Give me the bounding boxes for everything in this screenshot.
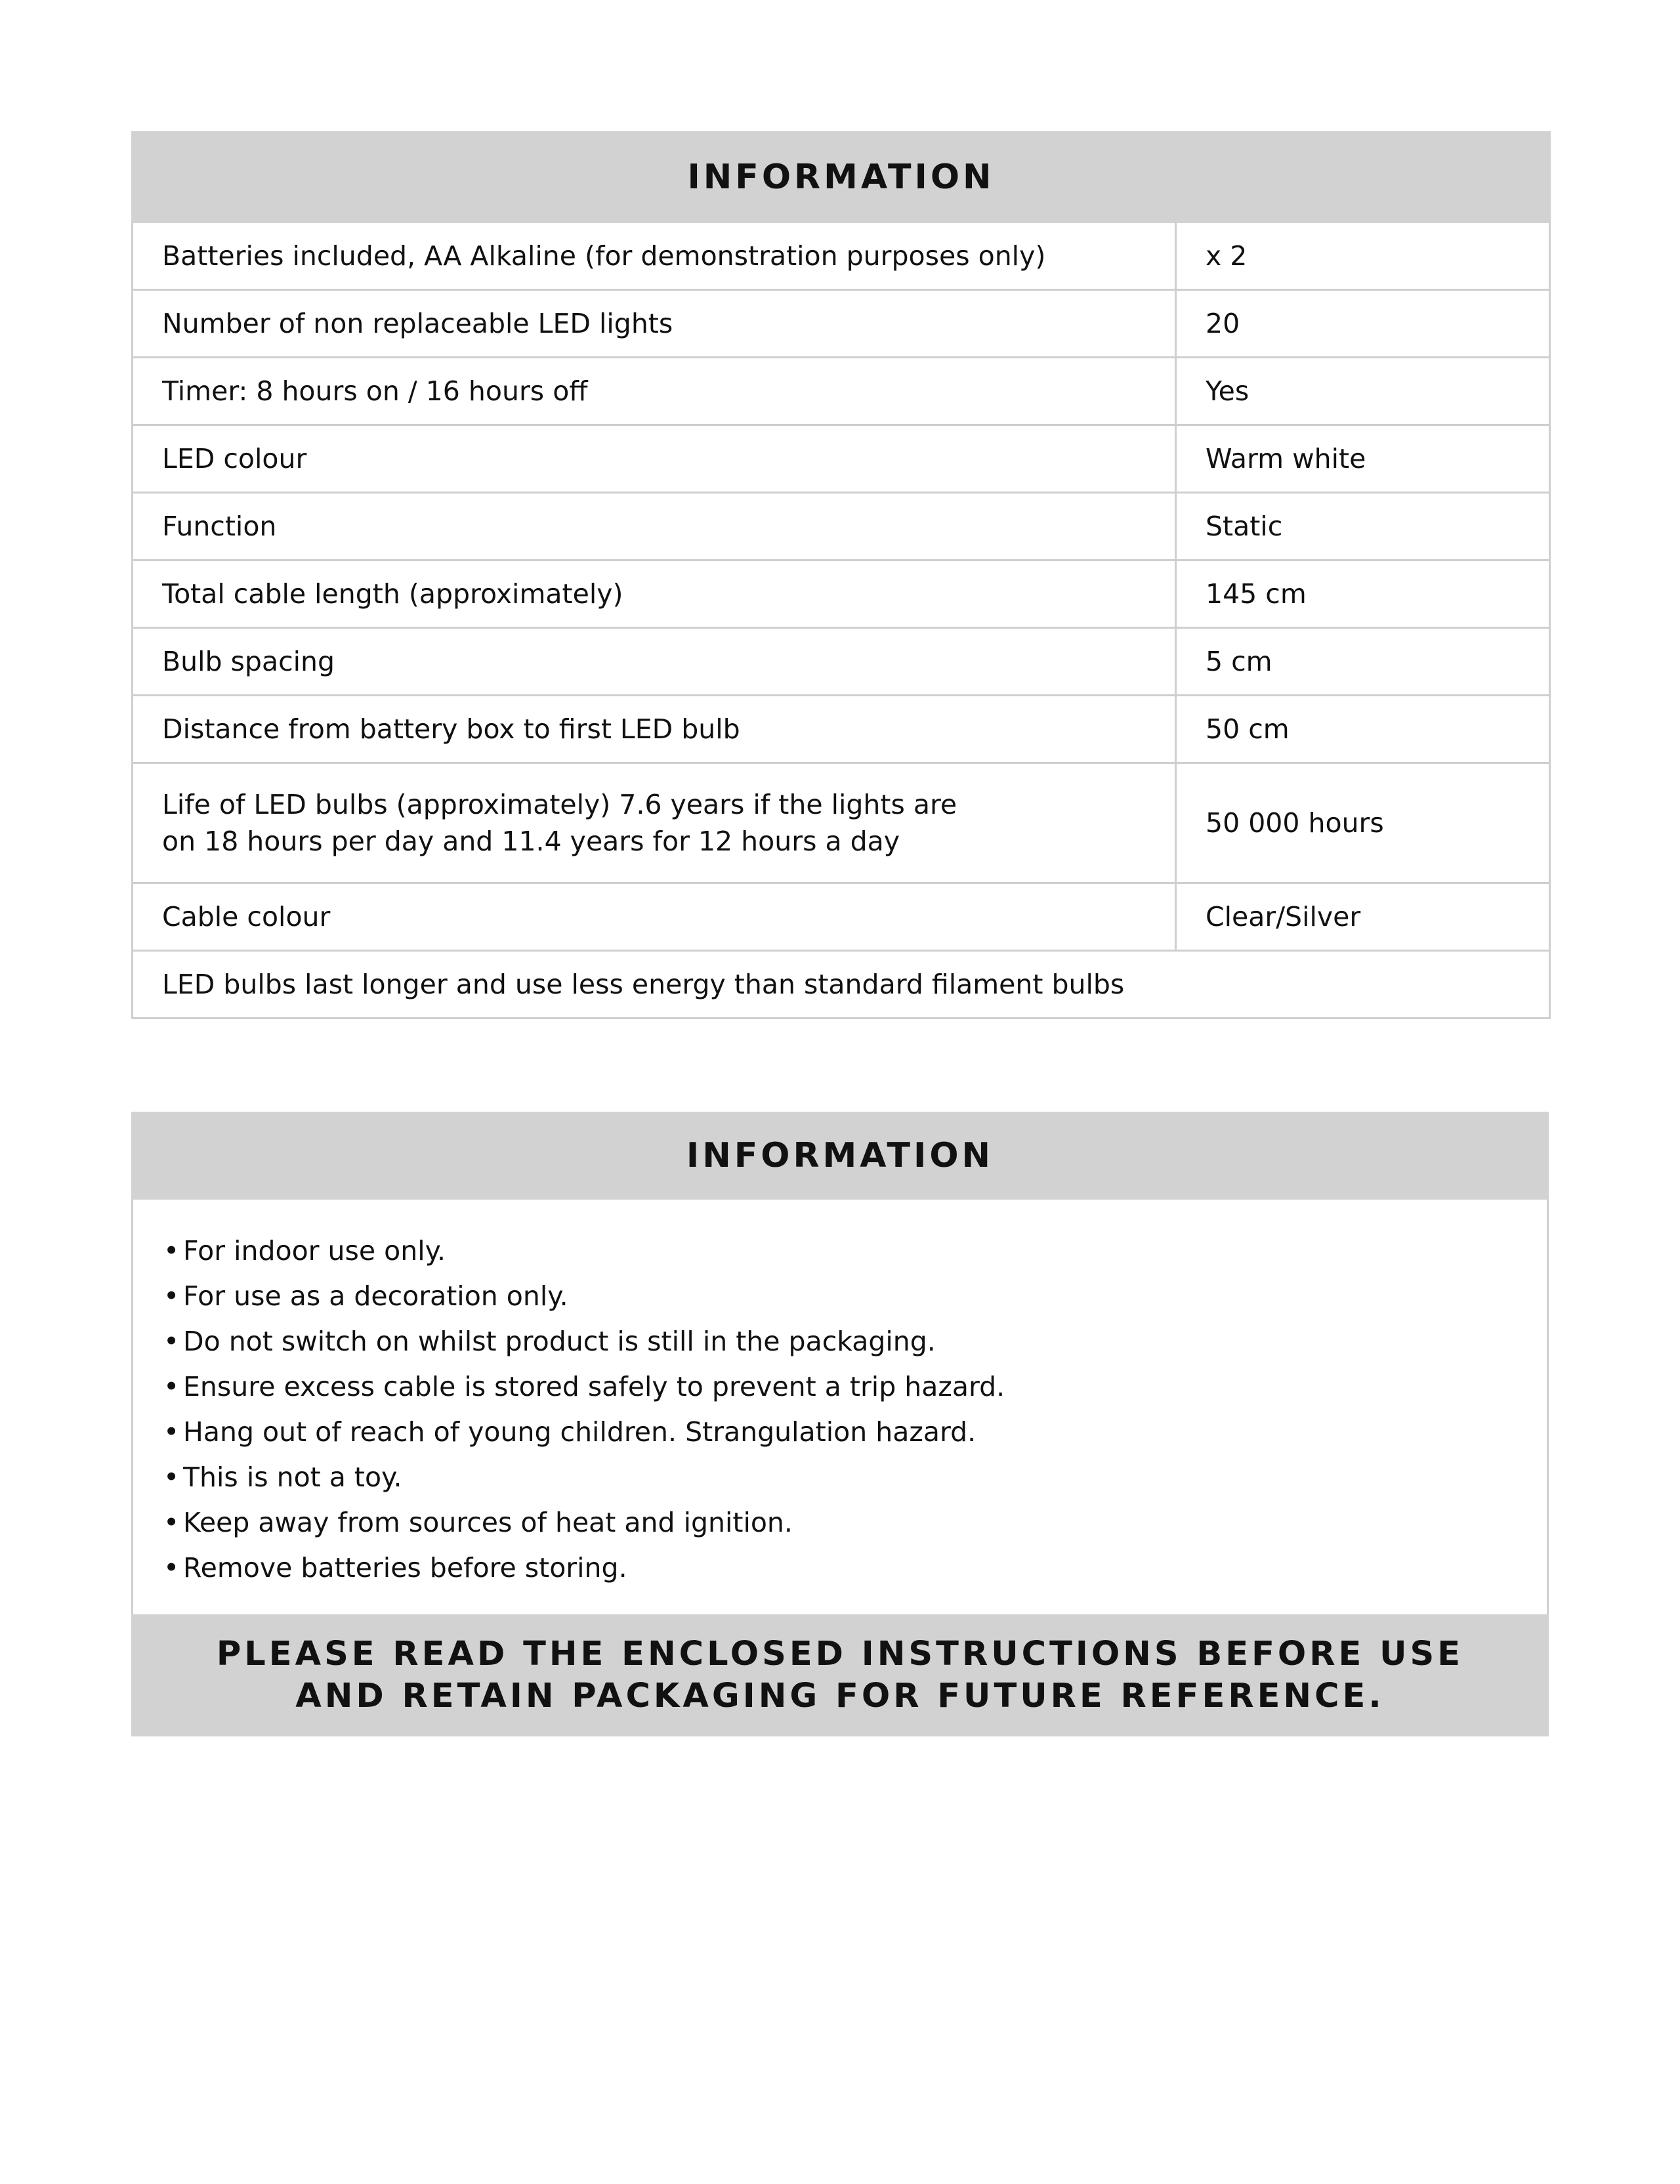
table-row — [133, 493, 1550, 560]
specifications-table — [131, 131, 1551, 1019]
row-value: Warm white — [1176, 425, 1550, 493]
row-value: 50 cm — [1176, 696, 1550, 763]
table-row — [133, 358, 1550, 425]
bullet: • — [163, 1280, 180, 1312]
table-title: INFORMATION — [133, 133, 1550, 222]
row-value: x 2 — [1176, 222, 1550, 290]
row-label: Timer: 8 hours on / 16 hours off — [133, 358, 1176, 425]
list-item — [163, 1545, 1517, 1591]
list-item-text: This is not a toy. — [183, 1461, 402, 1493]
row-label: Number of non replaceable LED lights — [133, 290, 1176, 358]
table-row — [133, 883, 1550, 951]
bullet: • — [163, 1326, 180, 1357]
safety-box-title: INFORMATION — [131, 1112, 1549, 1200]
list-item-text: Ensure excess cable is stored safely to prevent a trip hazard. — [183, 1371, 1005, 1402]
row-value: 50 000 hours — [1176, 763, 1550, 883]
row-label: Bulb spacing — [133, 628, 1176, 696]
notice-line-2: AND RETAIN PACKAGING FOR FUTURE REFERENCE. — [295, 1677, 1385, 1715]
row-value: Yes — [1176, 358, 1550, 425]
notice-line-1: PLEASE READ THE ENCLOSED INSTRUCTIONS BEFORE USE — [216, 1635, 1464, 1673]
table-row — [133, 696, 1550, 763]
row-label: Batteries included, AA Alkaline (for demonstration purposes only) — [133, 222, 1176, 290]
row-value: 20 — [1176, 290, 1550, 358]
row-value: Clear/Silver — [1176, 883, 1550, 951]
list-item-text: Remove batteries before storing. — [183, 1552, 627, 1584]
table-row — [133, 763, 1550, 883]
row-label-line-2: on 18 hours per day and 11.4 years for 12 hours a day — [162, 826, 900, 857]
bullet: • — [163, 1461, 180, 1493]
list-item-text: Do not switch on whilst product is still in the packaging. — [183, 1326, 936, 1357]
table-footnote: LED bulbs last longer and use less energy than standard filament bulbs — [133, 951, 1550, 1018]
table-row — [133, 560, 1550, 628]
row-value: Static — [1176, 493, 1550, 560]
list-item — [163, 1364, 1517, 1410]
bullet: • — [163, 1371, 180, 1402]
document-page — [131, 131, 1549, 1715]
table-row — [133, 628, 1550, 696]
list-item-text: Keep away from sources of heat and ignition. — [183, 1507, 793, 1538]
table-header-row — [133, 133, 1550, 222]
list-item — [163, 1319, 1517, 1364]
list-item — [163, 1228, 1517, 1274]
bullet: • — [163, 1507, 180, 1538]
row-value: 145 cm — [1176, 560, 1550, 628]
list-item — [163, 1455, 1517, 1500]
list-item — [163, 1410, 1517, 1455]
row-label: LED colour — [133, 425, 1176, 493]
bullet: • — [163, 1416, 180, 1448]
table-row — [133, 290, 1550, 358]
list-item — [163, 1274, 1517, 1319]
list-item — [163, 1500, 1517, 1545]
table-row — [133, 222, 1550, 290]
list-item-text: For use as a decoration only. — [183, 1280, 568, 1312]
row-label: Distance from battery box to first LED bulb — [133, 696, 1176, 763]
list-item-text: Hang out of reach of young children. Strangulation hazard. — [183, 1416, 976, 1448]
row-label — [133, 763, 1176, 883]
bullet: • — [163, 1235, 180, 1267]
table-footer-row — [133, 951, 1550, 1018]
safety-information-box — [131, 1112, 1549, 1736]
row-label: Function — [133, 493, 1176, 560]
safety-list — [133, 1200, 1547, 1614]
bullet: • — [163, 1552, 180, 1584]
row-value: 5 cm — [1176, 628, 1550, 696]
row-label-line-1: Life of LED bulbs (approximately) 7.6 years if the lights are — [162, 789, 957, 820]
row-label: Total cable length (approximately) — [133, 560, 1176, 628]
row-label: Cable colour — [133, 883, 1176, 951]
table-row — [133, 425, 1550, 493]
instructions-notice — [131, 1614, 1549, 1736]
list-item-text: For indoor use only. — [183, 1235, 446, 1267]
